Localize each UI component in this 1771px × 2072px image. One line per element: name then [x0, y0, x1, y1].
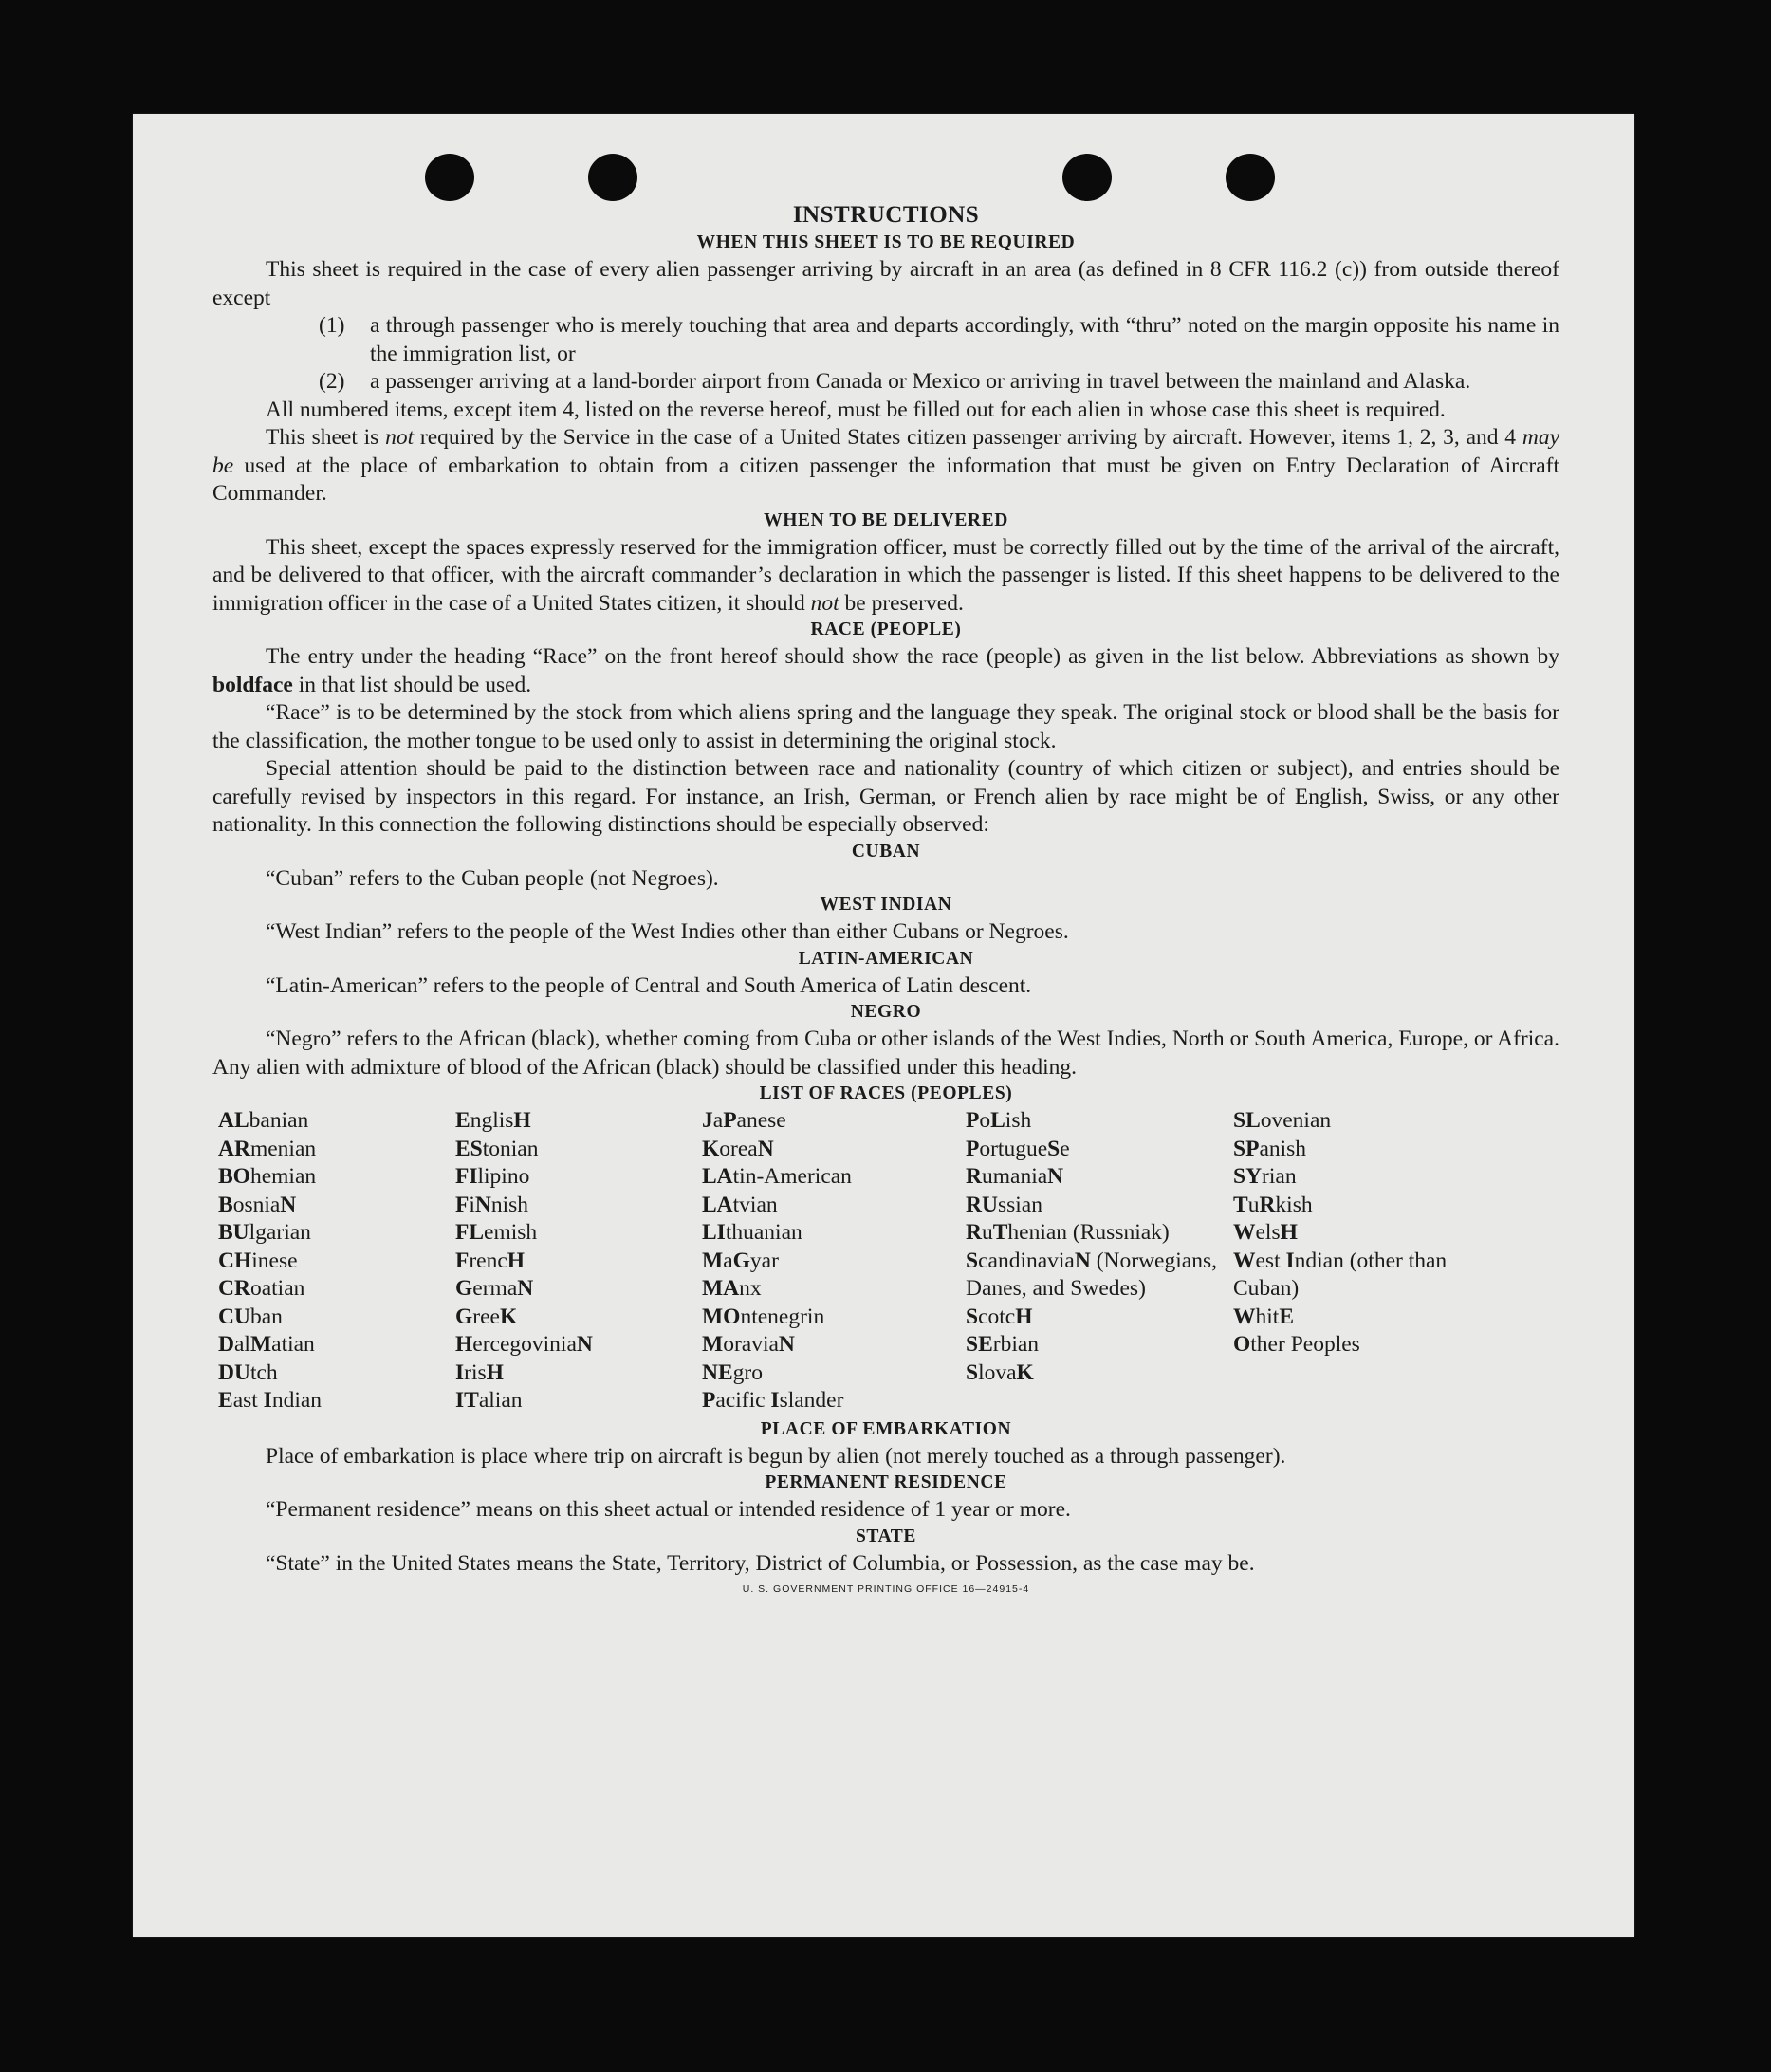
race-abbreviation: H [486, 1360, 504, 1385]
race-list-item [218, 1360, 455, 1388]
race-abbreviation: I [1285, 1248, 1295, 1273]
race-text: slander [779, 1388, 844, 1413]
race-abbreviation: F [455, 1192, 470, 1217]
race-abbreviation: MA [702, 1276, 740, 1301]
race-text: inese [251, 1248, 298, 1273]
race-abbreviation: M [702, 1248, 724, 1273]
race-list-item [218, 1219, 455, 1248]
race-list-item [455, 1219, 702, 1248]
heading-negro: NEGRO [850, 1002, 922, 1022]
document-sheet [133, 114, 1634, 1937]
race-abbreviation: N [576, 1332, 593, 1357]
race-list-item [218, 1107, 455, 1136]
race-list-item [455, 1331, 702, 1360]
heading-embarkation: PLACE OF EMBARKATION [760, 1418, 1012, 1439]
heading-latin-american: LATIN-AMERICAN [798, 948, 974, 969]
race-abbreviation: FI [455, 1164, 478, 1189]
race-text: anish [1259, 1136, 1307, 1161]
race-abbreviation: LA [702, 1192, 733, 1217]
race-text: cotc [978, 1304, 1016, 1329]
race-abbreviation: LA [702, 1164, 733, 1189]
race-abbreviation: N [517, 1276, 534, 1301]
heading-when-required: WHEN THIS SHEET IS TO BE REQUIRED [696, 232, 1076, 252]
race-list-item [966, 1331, 1233, 1360]
paragraph-numbered-items: All numbered items, except item 4, listed on the reverse hereof, must be filled out for each alien in whose case this sheet is required. [266, 397, 1446, 422]
race-text: ovenian [1260, 1108, 1332, 1133]
race-list-item [218, 1331, 455, 1360]
race-list-item [966, 1107, 1233, 1136]
race-abbreviation: R [966, 1220, 982, 1245]
race-text: i [469, 1192, 475, 1217]
race-abbreviation: N [280, 1192, 297, 1217]
race-list-item [218, 1163, 455, 1192]
race-abbreviation: W [1233, 1304, 1256, 1329]
race-text: est [1255, 1248, 1286, 1273]
race-abbreviation: J [702, 1108, 713, 1133]
race-text: banian [249, 1108, 309, 1133]
race-abbreviation: K [1016, 1360, 1034, 1385]
race-abbreviation: G [455, 1304, 473, 1329]
race-list-item [702, 1192, 966, 1220]
race-abbreviation: CH [218, 1248, 252, 1273]
paragraph-race-stock: “Race” is to be determined by the stock from which aliens spring and the language they speak. The original stock or blood shall be the basis for the classification, the mother tongue to be used only to assist in determining the original stock. [212, 700, 1559, 753]
text-run: This sheet is [266, 425, 386, 450]
race-text: al [233, 1332, 250, 1357]
race-text: alian [478, 1388, 523, 1413]
paragraph-state: “State” in the United States means the State, Territory, District of Columbia, or Possession, as the case may be. [266, 1550, 1255, 1576]
race-text: ast [232, 1388, 264, 1413]
race-text: renc [469, 1248, 507, 1273]
italic-run: not [810, 590, 839, 616]
race-list-item [966, 1248, 1233, 1304]
race-abbreviation: W [1233, 1248, 1256, 1273]
race-text: o [979, 1108, 991, 1133]
paragraph-negro: “Negro” refers to the African (black), whether coming from Cuba or other islands of the West Indies, North or South America, Europe, or Africa. Any alien with admixture of blood of the African (black) should be classified under this heading. [212, 1027, 1559, 1080]
race-abbreviation: SY [1233, 1164, 1263, 1189]
race-list-item [1233, 1107, 1474, 1136]
race-list-item [702, 1163, 966, 1192]
race-abbreviation: AL [218, 1108, 249, 1133]
race-abbreviation: I [263, 1388, 272, 1413]
race-text: henian (Russniak) [1007, 1220, 1170, 1245]
race-abbreviation: IT [455, 1388, 479, 1413]
bold-run: boldface [212, 672, 293, 697]
text-run: The entry under the heading “Race” on the front hereof should show the race (people) as given in the list below. Abbreviations as shown by [266, 644, 1559, 669]
race-abbreviation: N [1047, 1164, 1064, 1189]
race-abbreviation: FL [455, 1220, 485, 1245]
race-list-item [702, 1219, 966, 1248]
race-list-item [702, 1387, 966, 1415]
race-text: yar [749, 1248, 779, 1273]
race-text: ercegovinia [472, 1332, 577, 1357]
paragraph-latin-american: “Latin-American” refers to the people of Central and South America of Latin descent. [266, 972, 1032, 998]
race-abbreviation: SP [1233, 1136, 1260, 1161]
heading-race: RACE (PEOPLE) [810, 620, 962, 639]
race-column-2 [455, 1107, 702, 1415]
race-abbreviation: S [1047, 1136, 1061, 1161]
race-text: hemian [249, 1164, 317, 1189]
race-abbreviation: H [455, 1332, 473, 1357]
race-abbreviation: I [770, 1388, 780, 1413]
race-text: acific [715, 1388, 771, 1413]
race-text: thuanian [725, 1220, 802, 1245]
race-text: tin-American [732, 1164, 852, 1189]
race-list-item [218, 1136, 455, 1164]
race-abbreviation: D [218, 1332, 234, 1357]
race-text: oatian [249, 1276, 305, 1301]
race-list-item [1233, 1331, 1474, 1360]
race-abbreviation: P [966, 1108, 980, 1133]
race-abbreviation: S [966, 1360, 979, 1385]
text-run: in that list should be used. [292, 672, 532, 697]
race-abbreviation: M [702, 1332, 724, 1357]
race-list-item [702, 1360, 966, 1388]
race-text: ree [472, 1304, 500, 1329]
race-text: e [1060, 1136, 1070, 1161]
paragraph-permanent-residence: “Permanent residence” means on this sheet actual or intended residence of 1 year or more. [266, 1497, 1071, 1522]
text-run: be preserved. [839, 590, 964, 616]
race-list-item [455, 1107, 702, 1136]
paragraph-citizen [212, 424, 1559, 509]
text-run: used at the place of embarkation to obtain from a citizen passenger the information that must be given on Entry Declaration of Aircraft Commander. [212, 453, 1559, 506]
race-abbreviation: P [966, 1136, 980, 1161]
race-list-item [1233, 1163, 1474, 1192]
race-list-item [218, 1192, 455, 1220]
race-list-item [702, 1304, 966, 1332]
race-abbreviation: SL [1233, 1108, 1261, 1133]
race-abbreviation: H [507, 1248, 526, 1273]
race-list-item [702, 1331, 966, 1360]
race-abbreviation: T [1233, 1192, 1248, 1217]
race-list-item [218, 1275, 455, 1304]
race-abbreviation: H [513, 1108, 531, 1133]
text-run: required by the Service in the case of a United States citizen passenger arriving by aircraft. However, items 1, 2, 3, and 4 [414, 425, 1522, 450]
race-list-item [702, 1136, 966, 1164]
race-text: nx [739, 1276, 762, 1301]
race-abbreviation: O [1233, 1332, 1251, 1357]
race-abbreviation: N [778, 1332, 795, 1357]
race-column-4 [966, 1107, 1233, 1415]
item-number: (1) [319, 313, 345, 338]
race-list-item [702, 1275, 966, 1304]
race-abbreviation: DU [218, 1360, 250, 1385]
race-text: gro [732, 1360, 763, 1385]
race-list-item [966, 1304, 1233, 1332]
race-abbreviation: CR [218, 1276, 250, 1301]
race-list-item [702, 1248, 966, 1276]
race-abbreviation: R [966, 1164, 982, 1189]
race-text: hit [1255, 1304, 1280, 1329]
race-text: ndian [271, 1388, 323, 1413]
race-abbreviation: S [966, 1248, 979, 1273]
race-text: tvian [732, 1192, 778, 1217]
race-text: tonian [482, 1136, 539, 1161]
race-abbreviation: G [732, 1248, 750, 1273]
race-abbreviation: T [992, 1220, 1008, 1245]
race-abbreviation: NE [702, 1360, 733, 1385]
item-number: (2) [319, 369, 345, 394]
race-abbreviation: H [1015, 1304, 1033, 1329]
race-list-item [455, 1248, 702, 1276]
race-abbreviation: N [474, 1192, 491, 1217]
race-text: els [1255, 1220, 1281, 1245]
race-abbreviation: BO [218, 1164, 250, 1189]
race-text: candinavia [978, 1248, 1075, 1273]
paragraph-cuban: “Cuban” refers to the Cuban people (not Negroes). [266, 865, 719, 891]
race-list-item [455, 1136, 702, 1164]
race-text: ish [1005, 1108, 1032, 1133]
race-abbreviation: R [1259, 1192, 1276, 1217]
race-list [218, 1107, 1559, 1415]
exception-item-1 [212, 312, 1559, 368]
race-list-item [966, 1163, 1233, 1192]
race-list-item [455, 1387, 702, 1415]
race-abbreviation: AR [218, 1136, 250, 1161]
race-list-item [455, 1304, 702, 1332]
italic-run: not [385, 425, 415, 450]
race-abbreviation: N [1074, 1248, 1091, 1273]
race-abbreviation: G [455, 1276, 473, 1301]
race-text: (Norwegians, Danes, and Swedes) [966, 1248, 1217, 1301]
race-abbreviation: W [1233, 1220, 1256, 1245]
race-text: atian [271, 1332, 315, 1357]
race-abbreviation: P [702, 1388, 716, 1413]
race-abbreviation: MO [702, 1304, 741, 1329]
heading-permanent-residence: PERMANENT RESIDENCE [765, 1472, 1007, 1492]
race-text: orea [719, 1136, 758, 1161]
punch-hole [1226, 154, 1275, 201]
race-abbreviation: M [249, 1332, 272, 1357]
race-list-item [966, 1360, 1233, 1388]
race-text: ndian (other than Cuban) [1233, 1248, 1448, 1301]
race-list-item [218, 1387, 455, 1415]
race-text: umania [981, 1164, 1048, 1189]
race-list-item [1233, 1248, 1474, 1304]
heading-west-indian: WEST INDIAN [820, 895, 952, 915]
punch-hole [588, 154, 637, 201]
heading-when-delivered: WHEN TO BE DELIVERED [764, 509, 1008, 530]
race-abbreviation: ES [455, 1136, 483, 1161]
paragraph-west-indian: “West Indian” refers to the people of the West Indies other than either Cubans or Negroes. [266, 919, 1069, 944]
race-list-item [218, 1248, 455, 1276]
race-text: menian [249, 1136, 317, 1161]
race-abbreviation: S [966, 1304, 979, 1329]
race-text: ban [249, 1304, 283, 1329]
instructions-content [212, 202, 1559, 1595]
race-abbreviation: E [1279, 1304, 1294, 1329]
item-text: a passenger arriving at a land-border airport from Canada or Mexico or arriving in travel between the mainland and Alaska. [370, 369, 1471, 394]
race-abbreviation: F [455, 1248, 470, 1273]
race-text: oravia [723, 1332, 779, 1357]
race-text: osnia [232, 1192, 281, 1217]
race-abbreviation: BU [218, 1220, 249, 1245]
italic-run: may be [212, 425, 1559, 478]
paragraph-required: This sheet is required in the case of every alien passenger arriving by aircraft in an area (as defined in 8 CFR 116.2 (c)) from outside thereof except [212, 257, 1559, 310]
race-text: ris [464, 1360, 487, 1385]
race-abbreviation: E [455, 1108, 470, 1133]
race-list-item [966, 1136, 1233, 1164]
race-text: kish [1275, 1192, 1313, 1217]
paragraph-delivered [212, 534, 1559, 619]
race-list-item [455, 1192, 702, 1220]
race-abbreviation: H [1280, 1220, 1298, 1245]
race-abbreviation: K [499, 1304, 518, 1329]
race-abbreviation: CU [218, 1304, 250, 1329]
text-run: This sheet, except the spaces expressly reserved for the immigration officer, must be correctly filled out by the time of the arrival of the aircraft, and be delivered to that officer, with the aircraft commander’s declaration in which the passenger is listed. If this sheet happens to be delivered to the immigration officer in the case of a United States citizen, it should [212, 534, 1559, 616]
race-abbreviation: K [702, 1136, 720, 1161]
race-list-item [1233, 1192, 1474, 1220]
race-text: rian [1262, 1164, 1297, 1189]
race-list-item [966, 1219, 1233, 1248]
race-abbreviation: SE [966, 1332, 993, 1357]
race-column-3 [702, 1107, 966, 1415]
race-abbreviation: N [757, 1136, 774, 1161]
race-text: erma [472, 1276, 518, 1301]
race-text: tch [249, 1360, 278, 1385]
race-text: lgarian [249, 1220, 311, 1245]
race-column-5 [1233, 1107, 1474, 1415]
heading-list-of-races: LIST OF RACES (PEOPLES) [759, 1083, 1013, 1103]
race-text: lova [978, 1360, 1017, 1385]
race-text: ortugue [979, 1136, 1048, 1161]
race-text: nish [490, 1192, 529, 1217]
race-list-item [1233, 1219, 1474, 1248]
race-list-item [1233, 1136, 1474, 1164]
race-text: u [1247, 1192, 1260, 1217]
race-abbreviation: B [218, 1192, 233, 1217]
race-list-item [218, 1304, 455, 1332]
exception-item-2 [212, 368, 1559, 397]
race-column-1 [218, 1107, 455, 1415]
heading-state: STATE [855, 1526, 917, 1546]
race-text: rbian [992, 1332, 1040, 1357]
punch-hole [1062, 154, 1112, 201]
race-text: lipino [477, 1164, 530, 1189]
race-list-item [455, 1163, 702, 1192]
race-text: a [712, 1108, 724, 1133]
race-list-item [966, 1192, 1233, 1220]
printer-imprint: U. S. GOVERNMENT PRINTING OFFICE 16—24915-4 [742, 1583, 1030, 1595]
race-list-item [455, 1275, 702, 1304]
race-text: u [981, 1220, 993, 1245]
race-text: anese [736, 1108, 786, 1133]
punch-hole [425, 154, 474, 201]
race-text: emish [484, 1220, 538, 1245]
race-abbreviation: I [455, 1360, 465, 1385]
race-list-item [702, 1107, 966, 1136]
race-abbreviation: E [218, 1388, 233, 1413]
race-abbreviation: P [723, 1108, 737, 1133]
race-list-item [455, 1360, 702, 1388]
page-title: INSTRUCTIONS [792, 202, 980, 228]
race-text: ssian [997, 1192, 1042, 1217]
paragraph-race-entry [212, 643, 1559, 699]
heading-cuban: CUBAN [851, 841, 921, 861]
item-text: a through passenger who is merely touching that area and departs accordingly, with “thru” noted on the margin opposite his name in the immigration list, or [370, 313, 1559, 366]
race-text: a [723, 1248, 733, 1273]
paragraph-race-nationality: Special attention should be paid to the distinction between race and nationality (country of which citizen or subject), and entries should be carefully revised by inspectors in this regard. For instance, an Irish, German, or French alien by race might be of English, Swiss, or any other nationality. In this connection the following distinctions should be especially observed: [212, 756, 1559, 837]
race-text: ther Peoples [1250, 1332, 1360, 1357]
race-abbreviation: L [990, 1108, 1005, 1133]
race-abbreviation: LI [702, 1220, 726, 1245]
paragraph-embarkation: Place of embarkation is place where trip on aircraft is begun by alien (not merely touched as a through passenger). [266, 1443, 1286, 1469]
race-text: nglis [470, 1108, 514, 1133]
race-list-item [1233, 1304, 1474, 1332]
race-text: ntenegrin [740, 1304, 825, 1329]
race-abbreviation: RU [966, 1192, 998, 1217]
